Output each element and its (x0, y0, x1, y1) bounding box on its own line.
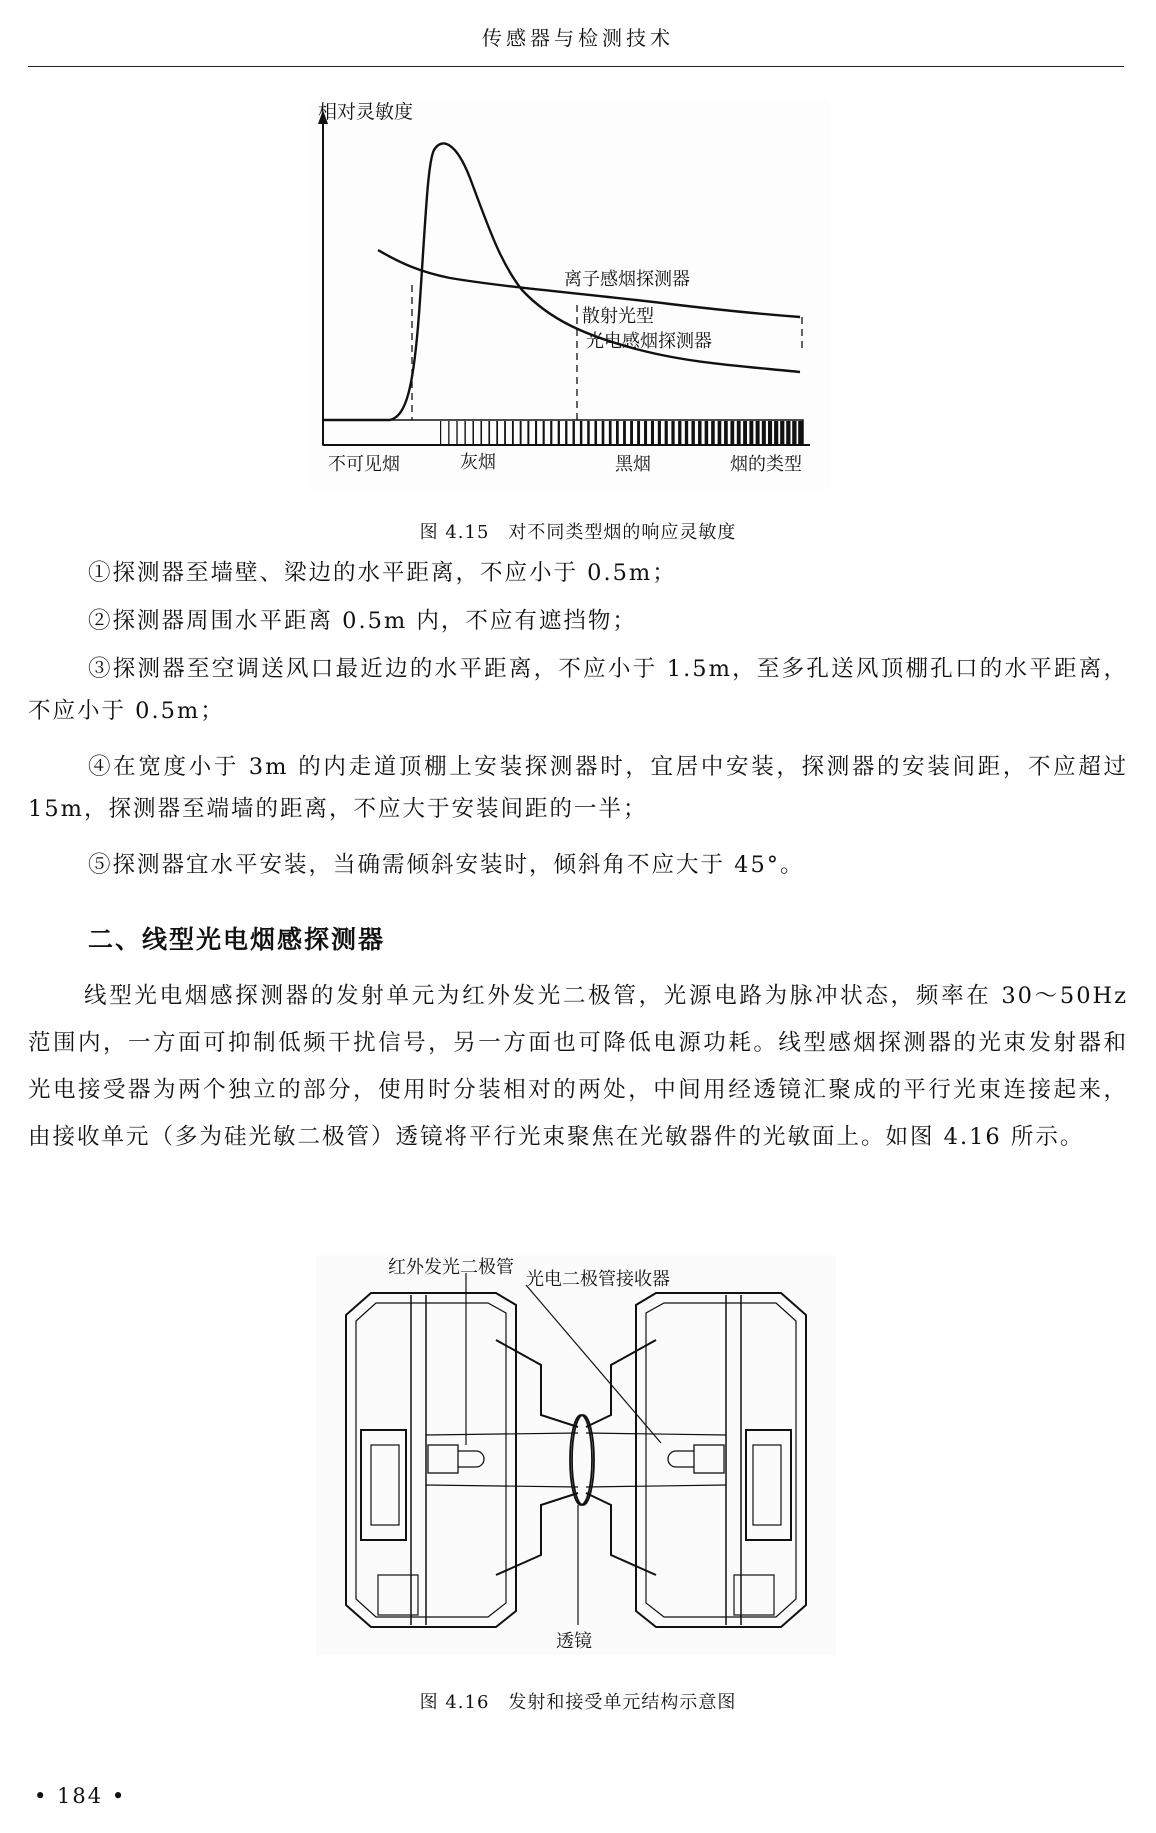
band-stripe (565, 421, 567, 444)
band-stripe (658, 421, 661, 444)
band-stripe (630, 421, 633, 444)
band-stripe (730, 421, 734, 444)
band-stripe (602, 421, 605, 444)
item-5: ⑤探测器宜水平安装，当确需倾斜安装时，倾斜角不应大于 45°。 (88, 852, 805, 878)
band-stripe (464, 421, 465, 444)
band-stripe (543, 421, 545, 444)
item-3: ③探测器至空调送风口最近边的水平距离，不应小于 1.5m，至多孔送风顶棚孔口的水平距离，不应小于 0.5m； (28, 656, 1128, 724)
band-stripe (527, 421, 529, 444)
band-stripe (616, 421, 619, 444)
band-label-grey: 灰烟 (460, 452, 496, 473)
band-stripe (623, 421, 626, 444)
label-scatter-line1: 散射光型 (582, 306, 654, 327)
band-stripe (520, 421, 522, 444)
band-stripe (724, 421, 728, 444)
band-stripe (762, 421, 766, 444)
band-stripe (737, 421, 741, 444)
label-ir-led: 红外发光二极管 (388, 1257, 514, 1278)
y-axis-label: 相对灵敏度 (318, 101, 414, 123)
band-stripe (594, 421, 597, 444)
band-stripe (665, 421, 668, 444)
band-stripe (743, 421, 747, 444)
label-photo-receiver: 光电二极管接收器 (526, 1269, 670, 1290)
item-4: ④在宽度小于 3m 的内走道顶棚上安装探测器时，宜居中安装，探测器的安装间距，不应超过 15m，探测器至端墙的距离，不应大于安装间距的一半； (28, 754, 1128, 822)
band-stripe (798, 421, 802, 444)
band-stripe (558, 421, 560, 444)
running-head: 传感器与检测技术 (482, 26, 674, 50)
page-number: • 184 • (34, 1784, 127, 1808)
band-stripe (512, 421, 514, 444)
band-stripe (504, 421, 506, 444)
band-stripe (768, 421, 772, 444)
band-stripe (535, 421, 537, 444)
band-stripe (637, 421, 640, 444)
band-stripe (480, 421, 482, 444)
figure-4-16 (316, 1255, 836, 1655)
band-stripe (488, 421, 490, 444)
band-stripe (651, 421, 654, 444)
band-stripe (550, 421, 552, 444)
item-2: ②探测器周围水平距离 0.5m 内，不应有遮挡物； (88, 608, 637, 634)
band-label-black: 黑烟 (615, 454, 651, 475)
figure-4-15-caption: 图 4.15 对不同类型烟的响应灵敏度 (419, 522, 737, 543)
band-stripe (440, 421, 441, 444)
band-stripe (496, 421, 498, 444)
band-stripe (472, 421, 473, 444)
label-ionization: 离子感烟探测器 (564, 269, 690, 290)
band-stripe (774, 421, 778, 444)
band-stripe (698, 421, 701, 444)
section-heading: 二、线型光电烟感探测器 (88, 925, 386, 954)
band-stripe (718, 421, 722, 444)
band-stripe (780, 421, 784, 444)
band-stripe (705, 421, 709, 444)
label-scatter-line2: 光电感烟探测器 (586, 331, 712, 352)
band-stripe (609, 421, 612, 444)
band-stripe (792, 421, 796, 444)
band-stripe (580, 421, 582, 444)
figure-4-16-caption: 图 4.16 发射和接受单元结构示意图 (419, 1692, 737, 1713)
band-stripe (678, 421, 681, 444)
body-paragraph: 线型光电烟感探测器的发射单元为红外发光二极管，光源电路为脉冲状态，频率在 30～50Hz 范围内，一方面可抑制低频干扰信号，另一方面也可降低电源功耗。线型感烟探测器的光束发射器和光电接受器为两个独立的部分，使用时分装相对的两处，中间用经透镜汇聚成的平行光束连接起来，由接收单元（多为硅光敏二极管）透镜将平行光束聚焦在光敏器件的光敏面上。如图 4.16 所示。 (28, 983, 1128, 1150)
band-stripe (749, 421, 753, 444)
figure-4-15 (310, 100, 830, 490)
item-1: ①探测器至墙壁、梁边的水平距离，不应小于 0.5m； (88, 560, 677, 586)
band-stripe (685, 421, 688, 444)
band-stripe (573, 421, 575, 444)
band-stripe (711, 421, 715, 444)
label-lens: 透镜 (556, 1631, 592, 1652)
band-stripe (644, 421, 647, 444)
band-label-axis-title: 烟的类型 (730, 454, 802, 475)
band-stripe (448, 421, 449, 444)
band-stripe (756, 421, 760, 444)
band-stripe (587, 421, 590, 444)
band-stripe (671, 421, 674, 444)
band-stripe (691, 421, 694, 444)
band-label-invisible: 不可见烟 (328, 454, 400, 475)
band-stripe (786, 421, 790, 444)
band-stripe (456, 421, 457, 444)
header-rule (28, 66, 1124, 67)
